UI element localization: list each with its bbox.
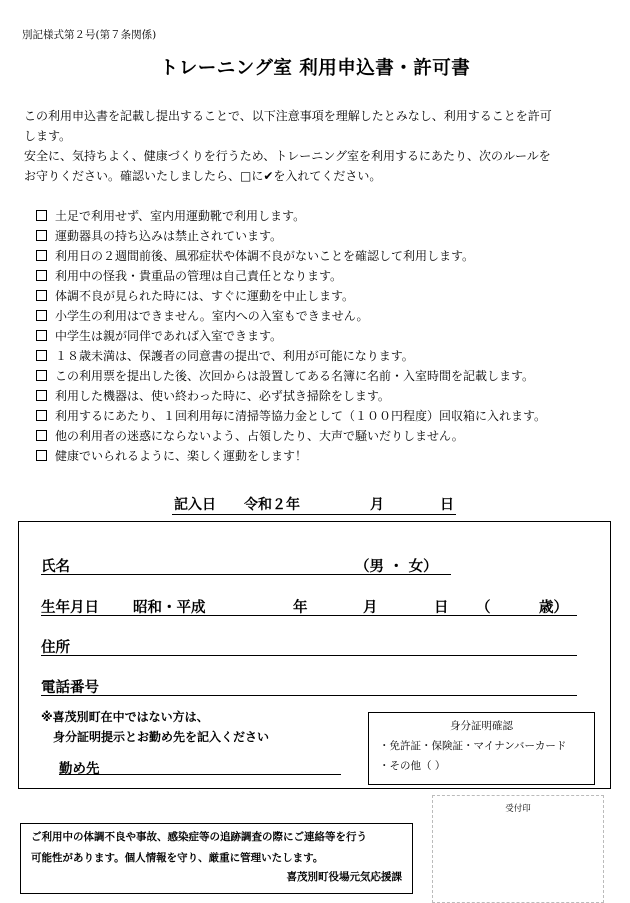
address-label: 住所 <box>41 640 70 656</box>
rule-text: 運動器具の持ち込みは禁止されています。 <box>55 229 283 243</box>
applicant-form <box>18 521 611 789</box>
workplace-field[interactable] <box>59 774 341 775</box>
entry-date-day: 日 <box>440 497 454 513</box>
rule-item <box>36 446 626 466</box>
rule-text: 土足で利用せず、室内用運動靴で利用します。 <box>55 209 306 223</box>
checkbox[interactable] <box>36 410 47 421</box>
gender-select[interactable]: （男 ・ 女） <box>355 559 438 575</box>
intro-text <box>24 106 614 186</box>
checkbox[interactable] <box>36 250 47 261</box>
entry-date-field[interactable] <box>172 494 456 515</box>
reception-stamp-area <box>432 795 604 903</box>
rule-item <box>36 426 626 446</box>
phone-label: 電話番号 <box>41 680 99 696</box>
note-line: 身分証明提示とお勤め先を記入ください <box>53 730 270 744</box>
checkbox[interactable] <box>36 370 47 381</box>
id-check-box <box>368 712 595 785</box>
rule-text: 利用日の２週間前後、風邪症状や体調不良がないことを確認して利用します。 <box>55 249 475 263</box>
name-field[interactable] <box>41 574 451 575</box>
birth-label: 生年月日 <box>41 600 99 616</box>
note-line: ※喜茂別町在中ではない方は、 <box>41 710 209 724</box>
rule-text: １８歳未満は、保護者の同意書の提出で、利用が可能になります。 <box>55 349 414 363</box>
checkbox[interactable] <box>36 270 47 281</box>
intro-line: この利用申込書を記載し提出することで、以下注意事項を理解したとみなし、利用することを許可 <box>24 109 552 123</box>
id-check-item: ・免許証・保険証・マイナンバーカード <box>379 740 567 752</box>
notice-line: ご利用中の体調不良や事故、感染症等の追跡調査の際にご連絡等を行う <box>31 831 367 843</box>
rule-text: 健康でいられるように、楽しく運動をします！ <box>55 449 308 463</box>
form-reference: 別記様式第２号(第７条関係) <box>22 29 157 41</box>
name-label: 氏名 <box>41 559 70 575</box>
rule-text: この利用票を提出した後、次回からは設置してある名簿に名前・入室時間を記載します。 <box>55 369 535 383</box>
birth-day-label: 日 <box>434 600 449 616</box>
rule-text: 利用中の怪我・貴重品の管理は自己責任となります。 <box>55 269 343 283</box>
birth-month-label: 月 <box>363 600 378 616</box>
rule-item <box>36 206 626 226</box>
birth-era[interactable]: 昭和・平成 <box>133 600 206 616</box>
rule-item <box>36 386 626 406</box>
checkbox[interactable] <box>36 290 47 301</box>
birth-year-label: 年 <box>293 600 308 616</box>
checkbox[interactable] <box>36 230 47 241</box>
rule-text: 利用するにあたり、１回利用毎に清掃等協力金として（１００円程度）回収箱に入れます。 <box>55 409 547 423</box>
rule-text: 小学生の利用はできません。室内への入室もできません。 <box>55 309 369 323</box>
notice-dept: 喜茂別町役場元気応援課 <box>286 871 402 883</box>
rule-item <box>36 286 626 306</box>
rule-item <box>36 306 626 326</box>
privacy-notice <box>20 823 413 894</box>
id-check-title: 身分証明確認 <box>450 720 513 732</box>
rule-text: 他の利用者の迷惑にならないよう、占領したり、大声で騒いだりしません。 <box>55 429 464 443</box>
rules-list <box>36 206 626 466</box>
intro-line: お守りください。確認いたしましたら、□に✔を入れてください。 <box>24 169 382 183</box>
rule-item <box>36 266 626 286</box>
notice-line: 可能性があります。個人情報を守り、厳重に管理いたします。 <box>31 852 324 864</box>
intro-line: します。 <box>24 129 72 143</box>
age-open: （ <box>476 600 491 616</box>
checkbox[interactable] <box>36 330 47 341</box>
intro-line: 安全に、気持ちよく、健康づくりを行うため、トレーニング室を利用するにあたり、次のルールを <box>24 149 551 163</box>
checkbox[interactable] <box>36 210 47 221</box>
entry-date-era: 令和２年 <box>244 497 300 513</box>
rule-item <box>36 346 626 366</box>
checkbox[interactable] <box>36 390 47 401</box>
rule-text: 中学生は親が同伴であれば入室できます。 <box>55 329 283 343</box>
rule-item <box>36 366 626 386</box>
rule-item <box>36 246 626 266</box>
phone-field[interactable] <box>41 695 577 696</box>
workplace-label: 勤め先 <box>59 761 100 777</box>
stamp-label: 受付印 <box>505 804 531 814</box>
rule-item <box>36 406 626 426</box>
rule-text: 利用した機器は、使い終わった時に、必ず拭き掃除をします。 <box>55 389 390 403</box>
checkbox[interactable] <box>36 350 47 361</box>
rule-item <box>36 226 626 246</box>
checkbox[interactable] <box>36 430 47 441</box>
page-title: トレーニング室 利用申込書・許可書 <box>159 58 471 79</box>
entry-date-month: 月 <box>370 497 384 513</box>
id-check-item: ・その他（ ） <box>379 760 446 772</box>
birth-field[interactable] <box>41 615 577 616</box>
address-field[interactable] <box>41 655 577 656</box>
checkbox[interactable] <box>36 450 47 461</box>
rule-text: 体調不良が見られた時には、すぐに運動を中止します。 <box>55 289 355 303</box>
checkbox[interactable] <box>36 310 47 321</box>
entry-date-label: 記入日 <box>174 497 216 513</box>
rule-item <box>36 326 626 346</box>
age-label: 歳） <box>539 600 568 616</box>
